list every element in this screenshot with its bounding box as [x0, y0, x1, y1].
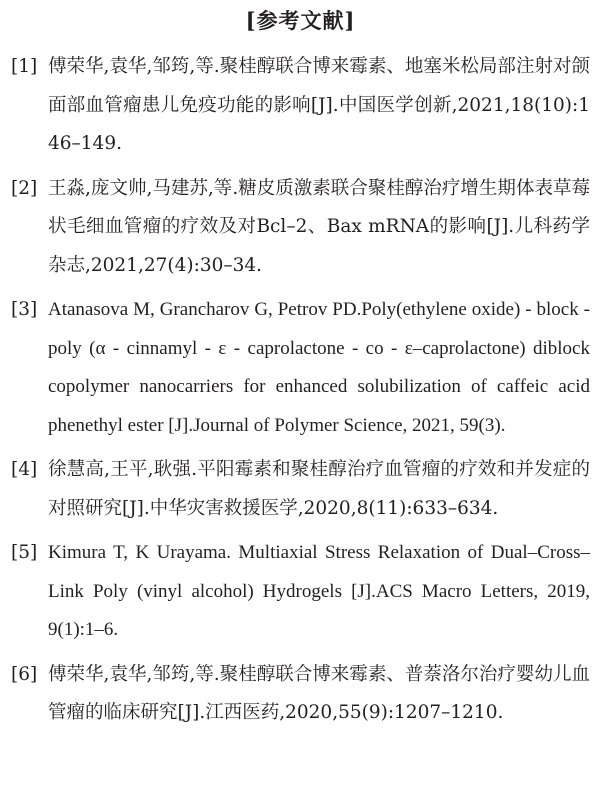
reference-item-5 — [11, 534, 590, 650]
reference-item-3 — [11, 291, 590, 445]
reference-item-2 — [11, 170, 590, 286]
reference-number: [5] — [11, 542, 38, 563]
reference-text: Atanasova M, Grancharov G, Petrov PD.Poly(ethylene oxide) - block - poly (α - cinnamyl - ε - caprolactone - co - ε–caprolactone) diblock copolymer nanocarriers for enhanced solubilization of caffeic acid phenethyl ester [J].Journal of Polymer Science, 2021, 59(3). — [48, 299, 590, 436]
reference-text: 傅荣华,袁华,邹筠,等.聚桂醇联合博来霉素、普萘洛尔治疗婴幼儿血管瘤的临床研究[J].江西医药,2020,55(9):1207–1210. — [48, 663, 590, 723]
reference-text: Kimura T, K Urayama. Multiaxial Stress Relaxation of Dual–Cross–Link Poly (vinyl alcohol) Hydrogels [J].ACS Macro Letters, 2019, 9(1):1–6. — [48, 542, 590, 640]
reference-number: [3] — [11, 299, 38, 320]
reference-text: 傅荣华,袁华,邹筠,等.聚桂醇联合博来霉素、地塞米松局部注射对颌面部血管瘤患儿免疫功能的影响[J].中国医学创新,2021,18(10):146–149. — [48, 56, 590, 154]
reference-text: 徐慧高,王平,耿强.平阳霉素和聚桂醇治疗血管瘤的疗效和并发症的对照研究[J].中华灾害救援医学,2020,8(11):633–634. — [48, 459, 590, 519]
section-heading: [参考文献] — [245, 8, 356, 33]
reference-number: [1] — [11, 56, 38, 77]
reference-item-1 — [11, 48, 590, 164]
reference-number: [4] — [11, 459, 38, 480]
reference-item-4 — [11, 451, 590, 528]
reference-number: [6] — [11, 663, 38, 685]
reference-number: [2] — [11, 177, 38, 199]
reference-item-6 — [11, 656, 590, 733]
reference-text: 王淼,庞文帅,马建苏,等.糖皮质激素联合聚桂醇治疗增生期体表草莓状毛细血管瘤的疗效及对Bcl–2、Bax mRNA的影响[J].儿科药学杂志,2021,27(4):30–34. — [48, 177, 590, 276]
